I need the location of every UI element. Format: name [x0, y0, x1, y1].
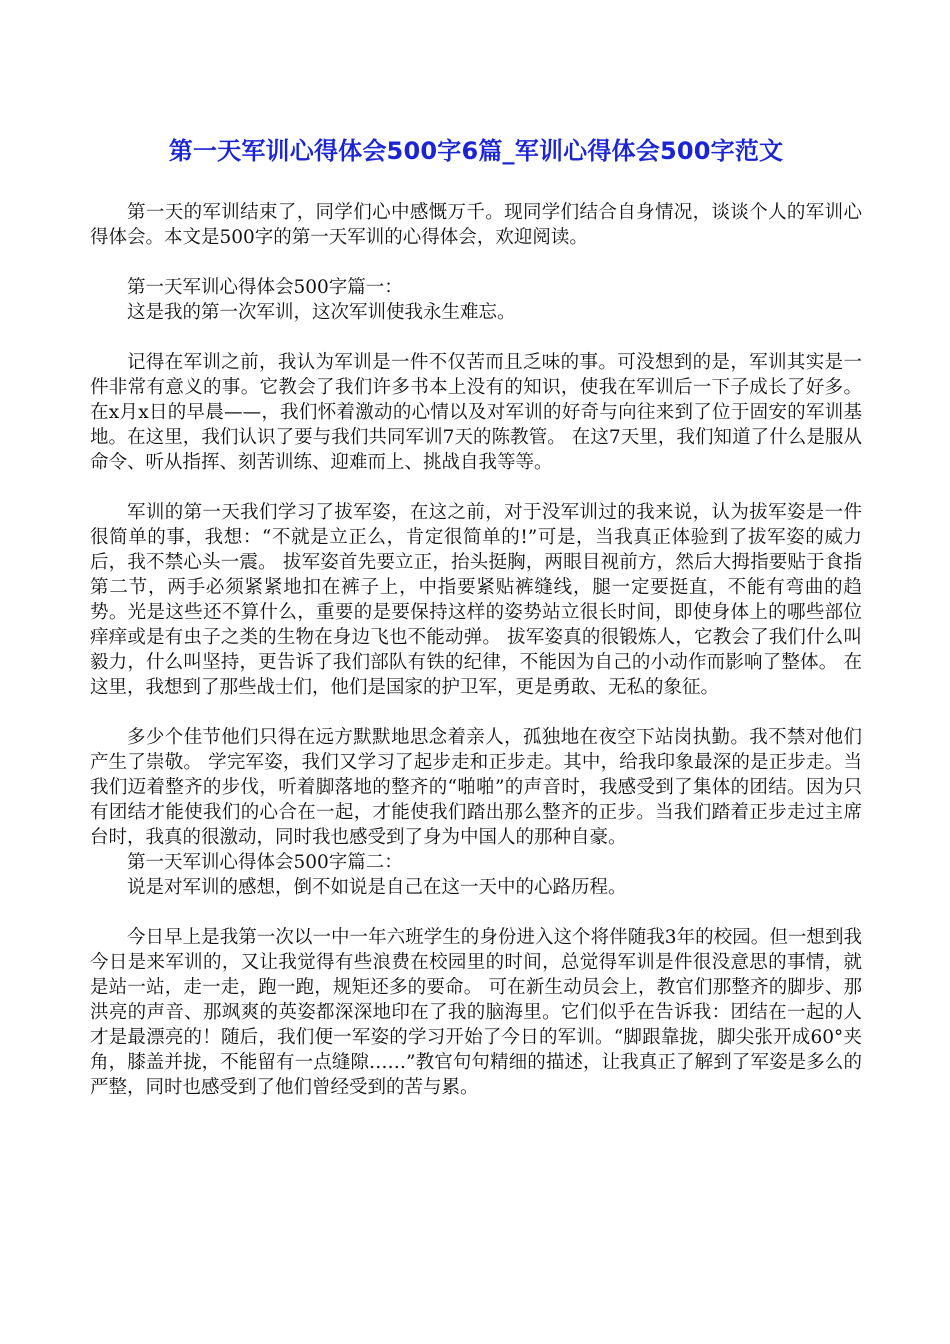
paragraph: 这是我的第一次军训，这次军训使我永生难忘。: [127, 302, 516, 323]
paragraph-gap: [90, 700, 862, 725]
document-body: [90, 200, 862, 1100]
section-heading-one: 第一天军训心得体会500字篇一：: [127, 277, 403, 298]
paragraph: 军训的第一天我们学习了拔军姿，在这之前，对于没军训过的我来说，认为拔军姿是一件很简单的事，我想：“不就是立正么，肯定很简单的!”可是，当我真正体验到了拔军姿的威力后，我不禁心头一震。 拔军姿首先要立正，抬头挺胸，两眼目视前方，然后大拇指要贴于食指第二节，两手必须紧紧地扣在裤子上，中指要紧贴裤缝线，腿一定要挺直，不能有弯曲的趋势。光是这些还不算什么，重要的是要保持这样的姿势站立很长时间，即使身体上的哪些部位痒痒或是有虫子之类的生物在身边飞也不能动弹。 拔军姿真的很锻炼人，它教会了我们什么叫毅力，什么叫坚持，更告诉了我们部队有铁的纪律，不能因为自己的小动作而影响了整体。 在这里，我想到了那些战士们，他们是国家的护卫军，更是勇敢、无私的象征。: [90, 502, 862, 698]
paragraph-gap: [90, 900, 862, 925]
paragraph-gap: [90, 325, 862, 350]
section-heading-two: 第一天军训心得体会500字篇二：: [127, 852, 403, 873]
paragraph: 说是对军训的感想，倒不如说是自己在这一天中的心路历程。: [127, 877, 627, 898]
document-page: [90, 126, 862, 1100]
paragraph-gap: [90, 250, 862, 275]
paragraph: 记得在军训之前，我认为军训是一件不仅苦而且乏味的事。可没想到的是，军训其实是一件非常有意义的事。它教会了我们许多书本上没有的知识，使我在军训后一下子成长了好多。 在x月x日的早晨——，我们怀着激动的心情以及对军训的好奇与向往来到了位于固安的军训基地。在这里，我们认识了要与我们共同军训7天的陈教管。 在这7天里，我们知道了什么是服从命令、听从指挥、刻苦训练、迎难而上、挑战自我等等。: [90, 352, 862, 473]
paragraph: 多少个佳节他们只得在远方默默地思念着亲人，孤独地在夜空下站岗执勤。我不禁对他们产生了崇敬。 学完军姿，我们又学习了起步走和正步走。其中，给我印象最深的是正步走。当我们迈着整齐的步伐，听着脚落地的整齐的“啪啪”的声音时，我感受到了集体的团结。因为只有团结才能使我们的心合在一起，才能使我们踏出那么整齐的正步。当我们踏着正步走过主席台时，我真的很激动，同时我也感受到了身为中国人的那种自豪。: [90, 727, 862, 848]
document-title: 第一天军训心得体会500字6篇_军训心得体会500字范文: [168, 137, 784, 165]
paragraph-intro: 第一天的军训结束了，同学们心中感慨万千。现同学们结合自身情况，谈谈个人的军训心得体会。本文是500字的第一天军训的心得体会，欢迎阅读。: [90, 202, 862, 248]
paragraph: 今日早上是我第一次以一中一年六班学生的身份进入这个将伴随我3年的校园。但一想到我今日是来军训的，又让我觉得有些浪费在校园里的时间，总觉得军训是件很没意思的事情，就是站一站，走一走，跑一跑，规矩还多的要命。 可在新生动员会上，教官们那整齐的脚步、那洪亮的声音、那飒爽的英姿都深深地印在了我的脑海里。它们似乎在告诉我：团结在一起的人才是最漂亮的！随后，我们便一军姿的学习开始了今日的军训。“脚跟靠拢，脚尖张开成60°夹角，膝盖并拢，不能留有一点缝隙……”教官句句精细的描述，让我真正了解到了军姿是多么的严整，同时也感受到了他们曾经受到的苦与累。: [90, 927, 862, 1098]
paragraph-gap: [90, 475, 862, 500]
